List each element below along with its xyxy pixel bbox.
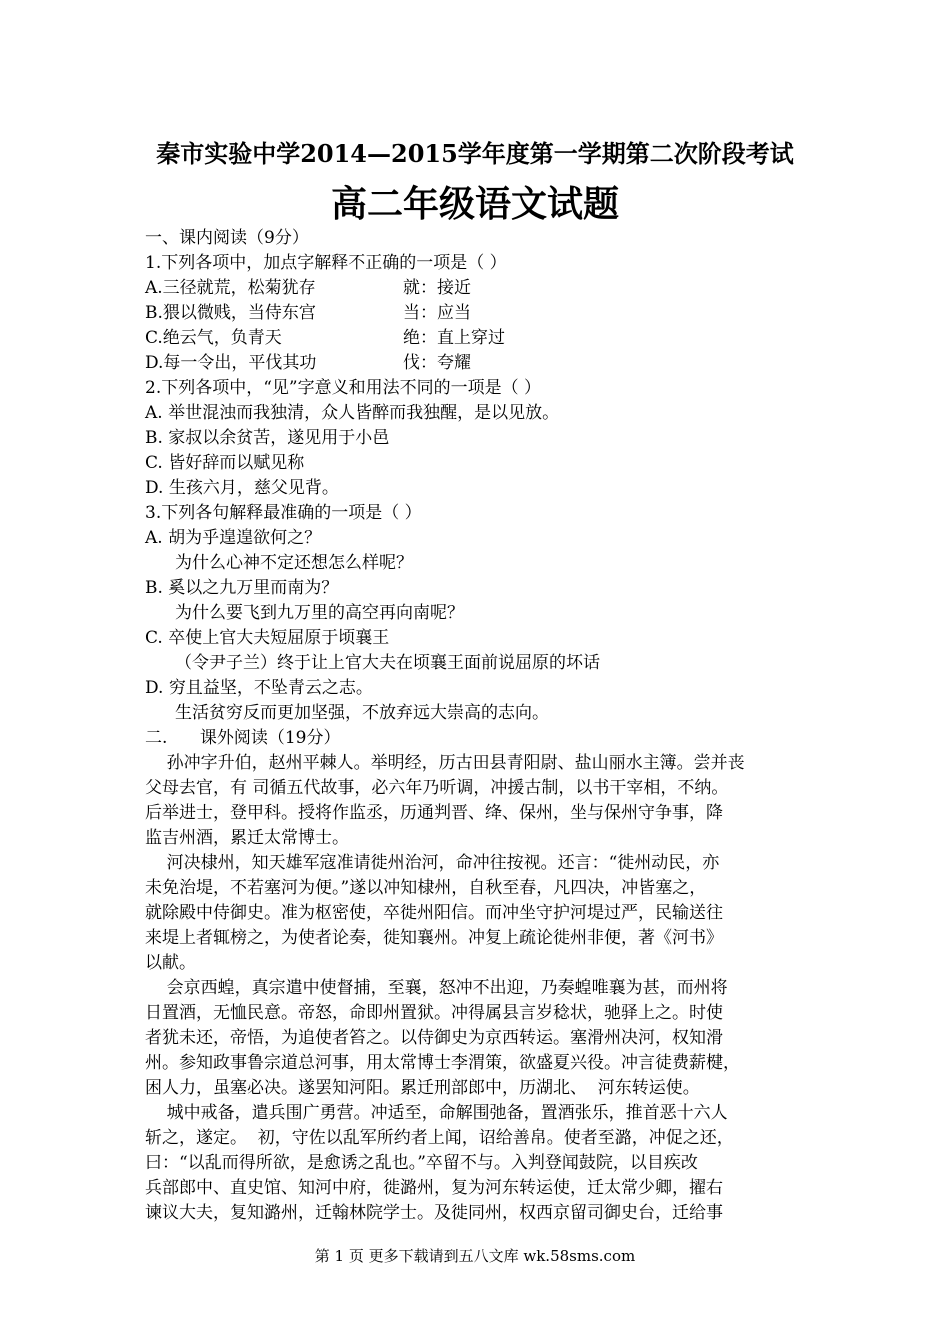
passage-line: 未免治堤，不若塞河为便。”遂以冲知棣州，自秋至春，凡四决，冲皆塞之， bbox=[145, 878, 707, 898]
question-option: C. 皆好辞而以赋见称 bbox=[145, 453, 305, 473]
paper-title: 高二年级语文试题 bbox=[330, 183, 619, 225]
option-gloss: 绝：直上穿过 bbox=[403, 328, 505, 348]
option-sentence: C.绝云气，负青天 bbox=[145, 328, 282, 348]
passage-line: 者犹未还，帝悟，为追使者笞之。以侍御史为京西转运。塞滑州决河，权知滑 bbox=[145, 1028, 723, 1048]
passage-line: 城中戒备，遣兵围广勇营。冲适至，命解围弛备，置酒张乐，推首恶十六人 bbox=[145, 1103, 728, 1123]
option-sentence: B.猥以微贱，当侍东宫 bbox=[145, 303, 316, 323]
question-option: B. 奚以之九万里而南为？ bbox=[145, 578, 339, 598]
passage-line: 来堤上者辄榜之，为使者论奏，徙知襄州。冲复上疏论徙州非便，著《河书》 bbox=[145, 928, 723, 948]
option-translation: 为什么要飞到九万里的高空再向南呢？ bbox=[175, 603, 464, 623]
school-exam-title: 秦市实验中学2014—2015学年度第一学期第二次阶段考试 bbox=[156, 139, 794, 168]
question-stem: 1.下列各项中，加点字解释不正确的一项是（ ） bbox=[145, 253, 507, 273]
question-option: D. 穷且益坚，不坠青云之志。 bbox=[145, 678, 373, 698]
option-translation: （令尹子兰）终于让上官大夫在顷襄王面前说屈原的坏话 bbox=[175, 653, 600, 673]
passage-line: 监吉州酒，累迁太常博士。 bbox=[145, 828, 349, 848]
option-gloss: 伐：夸耀 bbox=[403, 353, 471, 373]
option-gloss: 当：应当 bbox=[403, 303, 471, 323]
reading-passage bbox=[145, 751, 825, 1226]
question-option bbox=[145, 326, 825, 351]
passage-line: 兵部郎中、直史馆、知河中府，徙潞州，复为河东转运使，迁太常少卿，擢右 bbox=[145, 1178, 723, 1198]
document-body bbox=[145, 226, 825, 1226]
question-option bbox=[145, 351, 825, 376]
passage-line: 曰：“以乱而得所欲，是愈诱之乱也。”卒留不与。入判登闻鼓院，以目疾改 bbox=[145, 1153, 698, 1173]
passage-line: 斩之，遂定。 初，守佐以乱军所约者上闻，诏给善帛。使者至潞，冲促之还， bbox=[145, 1128, 734, 1148]
passage-line: 河决棣州，知天雄军寇准请徙州治河，命冲往按视。还言：“徙州动民，亦 bbox=[145, 853, 720, 873]
passage-line: 困人力，虽塞必决。遂罢知河阳。累迁刑部郎中，历湖北、 河东转运使。 bbox=[145, 1078, 700, 1098]
question-option bbox=[145, 276, 825, 301]
question-option: C. 卒使上官大夫短屈原于顷襄王 bbox=[145, 628, 390, 648]
question-option bbox=[145, 301, 825, 326]
passage-line: 后举进士，登甲科。授将作监丞，历通判晋、绛、保州，坐与保州守争事，降 bbox=[145, 803, 723, 823]
section-heading: 二. 课外阅读（19分） bbox=[145, 728, 341, 748]
question-stem: 2.下列各项中，“见”字意义和用法不同的一项是（ ） bbox=[145, 378, 542, 398]
passage-line: 会京西蝗，真宗遣中使督捕，至襄，怒冲不出迎，乃奏蝗唯襄为甚，而州将 bbox=[145, 978, 728, 998]
passage-line: 谏议大夫，复知潞州，迁翰林院学士。及徙同州，权西京留司御史台，迁给事 bbox=[145, 1203, 723, 1223]
question-stem: 3.下列各句解释最准确的一项是（ ） bbox=[145, 503, 422, 523]
passage-line: 孙冲字升伯，赵州平棘人。举明经，历古田县青阳尉、盐山丽水主簿。尝并丧 bbox=[145, 753, 745, 773]
question-option: D. 生孩六月，慈父见背。 bbox=[145, 478, 339, 498]
passage-line: 父母去官，有 司循五代故事，必六年乃听调，冲援古制，以书干宰相，不纳。 bbox=[145, 778, 729, 798]
passage-line: 就除殿中侍御史。准为枢密使，卒徙州阳信。而冲坐守护河堤过严，民输送往 bbox=[145, 903, 723, 923]
option-translation: 生活贫穷反而更加坚强，不放弃远大崇高的志向。 bbox=[175, 703, 549, 723]
passage-line: 州。参知政事鲁宗道总河事，用太常博士李渭策，欲盛夏兴役。冲言徒费薪楗， bbox=[145, 1053, 740, 1073]
section-heading: 一、课内阅读（9分） bbox=[145, 228, 309, 248]
option-gloss: 就：接近 bbox=[403, 278, 471, 298]
passage-line: 日置酒，无恤民意。帝怒，命即州置狱。冲得属县言岁稔状，驰驿上之。时使 bbox=[145, 1003, 723, 1023]
question-option: A. 胡为乎遑遑欲何之？ bbox=[145, 528, 322, 548]
option-sentence: A.三径就荒，松菊犹存 bbox=[145, 278, 316, 298]
question-option: A. 举世混浊而我独清，众人皆醉而我独醒，是以见放。 bbox=[145, 403, 560, 423]
passage-line: 以献。 bbox=[145, 953, 196, 973]
page-footer: 第 1 页 更多下载请到五八文库 wk.58sms.com bbox=[314, 1247, 636, 1265]
option-translation: 为什么心神不定还想怎么样呢？ bbox=[175, 553, 413, 573]
question-option: B. 家叔以余贫苦，遂见用于小邑 bbox=[145, 428, 390, 448]
option-sentence: D.每一令出，平伐其功 bbox=[145, 353, 317, 373]
